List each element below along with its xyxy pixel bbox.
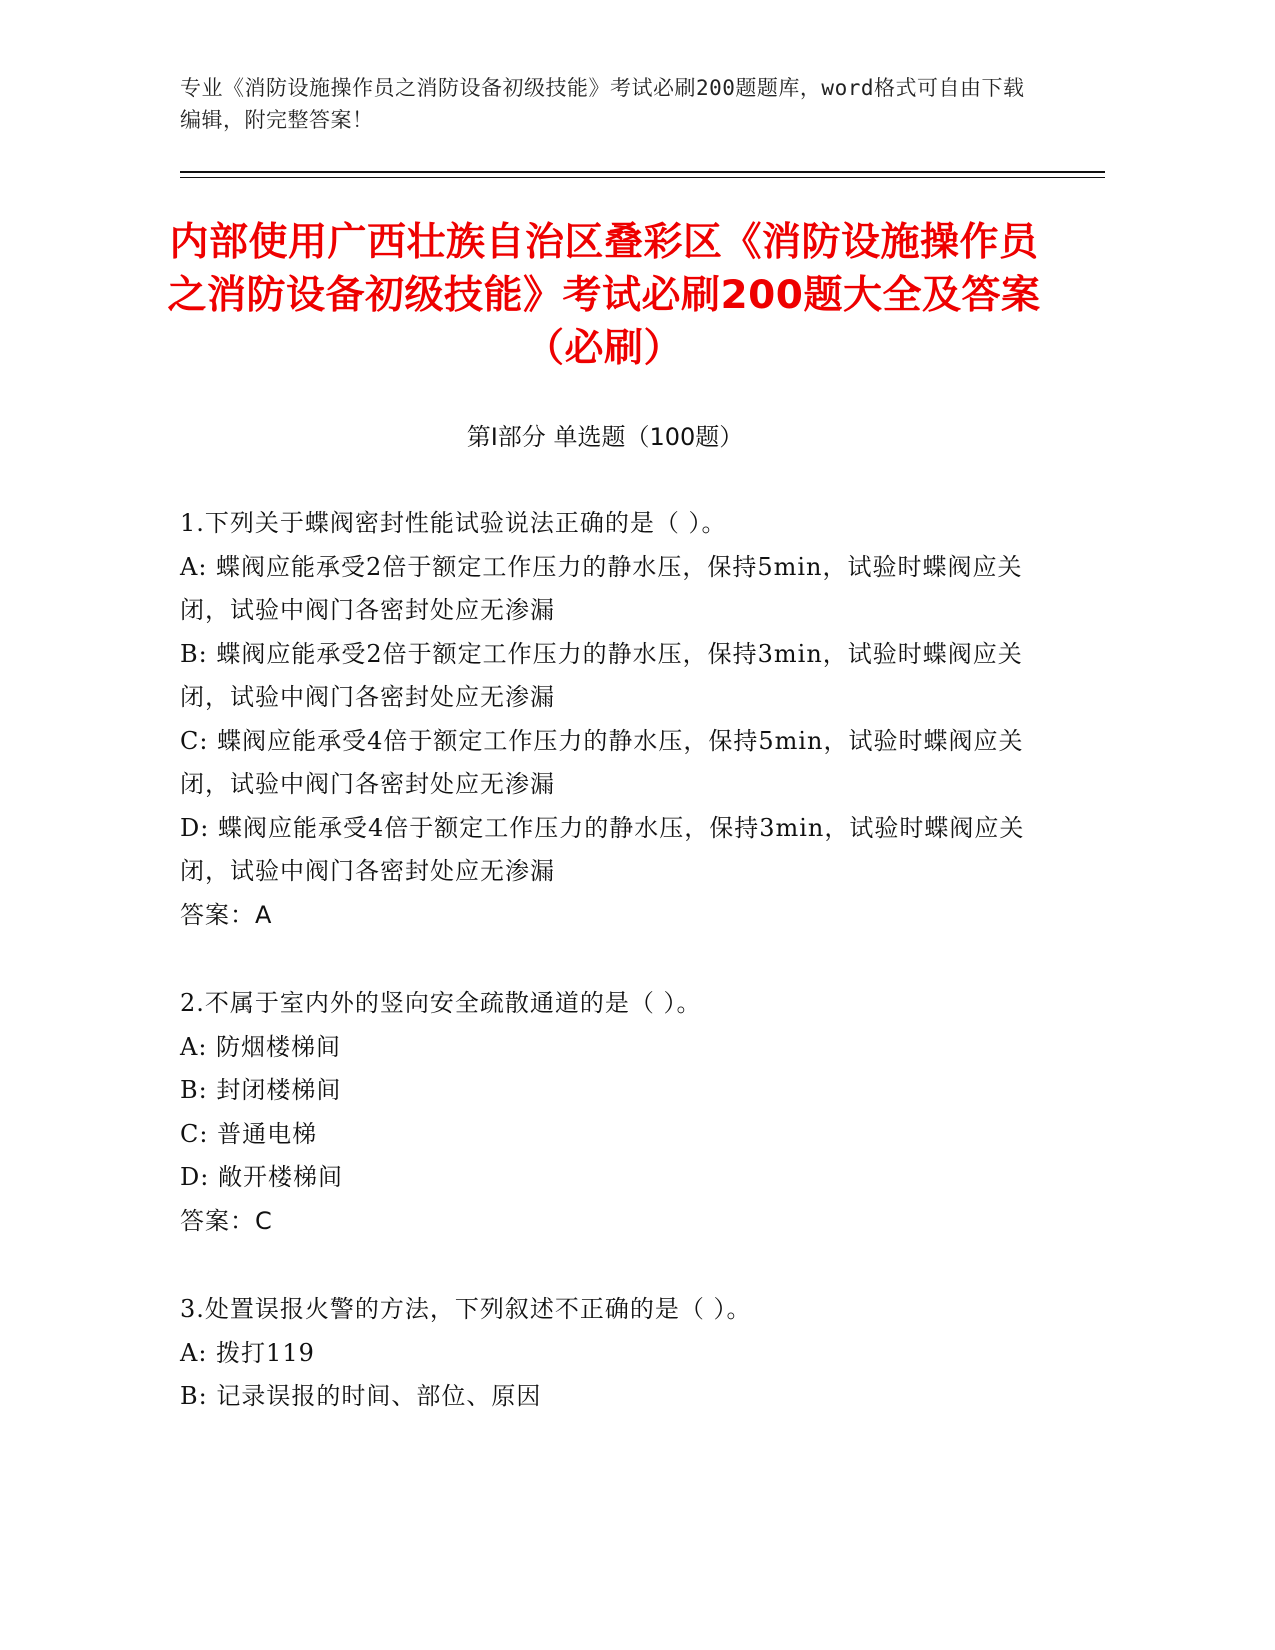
answer-text: 答案：A (180, 900, 273, 929)
question-stem: 1.下列关于蝶阀密封性能试验说法正确的是（ ）。 (180, 509, 727, 537)
header-rule-thin (180, 177, 1105, 178)
option-d: D: 蝶阀应能承受4倍于额定工作压力的静水压，保持3min，试验时蝶阀应关闭，试验中阀门各密封处应无渗漏 (180, 813, 1025, 885)
question-list (180, 502, 1040, 1464)
document-title: 内部使用广西壮族自治区叠彩区《消防设施操作员之消防设备初级技能》考试必刷200题大全及答案（必刷） (167, 220, 1041, 371)
question-stem: 3.处置误报火警的方法，下列叙述不正确的是（ ）。 (180, 1295, 752, 1323)
option-a: A: 防烟楼梯间 (180, 1032, 342, 1061)
option-c: C: 蝶阀应能承受4倍于额定工作压力的静水压，保持5min，试验时蝶阀应关闭，试验中阀门各密封处应无渗漏 (180, 726, 1024, 798)
option-d: D: 敞开楼梯间 (180, 1163, 343, 1191)
option-b: B: 封闭楼梯间 (180, 1076, 342, 1104)
question-2 (180, 982, 1040, 1243)
option-a: A: 蝶阀应能承受2倍于额定工作压力的静水压，保持5min，试验时蝶阀应关闭，试验中阀门各密封处应无渗漏 (180, 552, 1023, 624)
option-b: B: 蝶阀应能承受2倍于额定工作压力的静水压，保持3min，试验时蝶阀应关闭，试验中阀门各密封处应无渗漏 (180, 639, 1023, 711)
option-a: A: 拨打119 (180, 1338, 315, 1367)
answer-text: 答案：C (180, 1206, 273, 1235)
question-3 (180, 1288, 1040, 1419)
intro-text: 专业《消防设施操作员之消防设备初级技能》考试必刷200题题库，word格式可自由下载编辑，附完整答案！ (180, 76, 1025, 132)
header-rule-thick (180, 171, 1105, 173)
question-stem: 2.不属于室内外的竖向安全疏散通道的是（ ）。 (180, 989, 702, 1017)
section-heading: 第Ⅰ部分 单选题（100题） (466, 423, 744, 451)
option-c: C: 普通电梯 (180, 1119, 318, 1148)
option-b: B: 记录误报的时间、部位、原因 (180, 1382, 542, 1410)
question-1 (180, 502, 1040, 937)
